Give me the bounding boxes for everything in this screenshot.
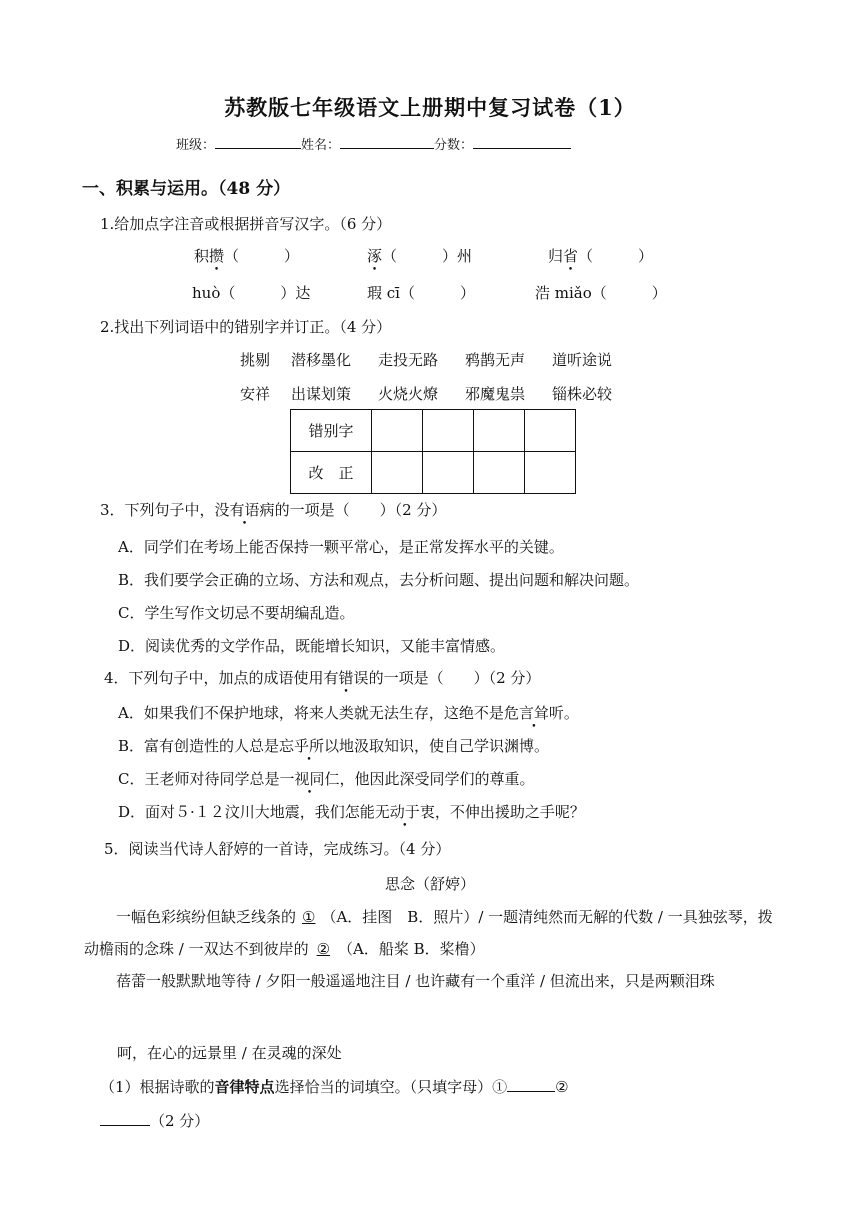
answer-cell[interactable] [525, 410, 576, 452]
blank-1[interactable]: ① [302, 908, 316, 926]
q4-stem: 4．下列句子中，加点的成语使用有错误的一项是（ ）（2 分） [104, 669, 541, 687]
q2-word: 走投无路 [378, 351, 439, 369]
answer-blank-2[interactable] [100, 1111, 150, 1126]
q1-item-5: 瑕 cī（ ） [367, 284, 475, 302]
q3-option-b: B．我们要学会正确的立场、方法和观点，去分析问题、提出问题和解决问题。 [118, 571, 640, 589]
q2-word: 火烧火燎 [378, 385, 439, 403]
answer-cell[interactable] [474, 410, 525, 452]
student-info [176, 134, 571, 153]
q4-option-c: C．王老师对待同学总是一视同仁，他因此深受同学们的尊重。 [118, 770, 535, 788]
q3-stem: 3．下列句子中，没有语病的一项是（ ）（2 分） [100, 501, 447, 519]
q2-word: 道听途说 [552, 351, 613, 369]
q3-option-a: A．同学们在考场上能否保持一颗平常心，是正常发挥水平的关键。 [118, 538, 564, 556]
table-row [291, 410, 576, 452]
answer-cell[interactable] [474, 452, 525, 494]
q4-option-a: A．如果我们不保护地球，将来人类就无法生存，这绝不是危言耸听。 [118, 704, 579, 722]
page-title: 苏教版七年级语文上册期中复习试卷（1） [224, 95, 636, 120]
answer-cell[interactable] [525, 452, 576, 494]
q2-stem: 2.找出下列词语中的错别字并订正。（4 分） [100, 318, 392, 336]
poem-paragraph-1: 一幅色彩缤纷但缺乏线条的 ① （A．挂图 B．照片）/ 一题清纯然而无解的代数 / 一具独弦琴，拨动檐雨的念珠 / 一双达不到彼岸的 ② （A．船桨 B．桨橹） [84, 908, 773, 958]
q1-item-6: 浩 miǎo（ ） [535, 284, 667, 302]
q1-item-4: huò（ ）达 [192, 284, 311, 302]
q2-word: 潜移墨化 [291, 351, 352, 369]
q4-option-b: B．富有创造性的人总是忘乎所以地汲取知识，使自己学识渊博。 [118, 737, 550, 755]
q1-item-3: 归省（ ） [548, 247, 654, 265]
q2-word: 鸦鹊无声 [465, 351, 526, 369]
q5-stem: 5．阅读当代诗人舒婷的一首诗，完成练习。（4 分） [104, 840, 451, 858]
q1-item-1: 积攒（ ） [194, 247, 300, 265]
q2-word: 邪魔鬼祟 [465, 385, 526, 403]
table-row [291, 452, 576, 494]
q1-item-2: 涿（ ）州 [367, 247, 473, 265]
poem-paragraph-3: 呵，在心的远景里 / 在灵魂的深处 [117, 1044, 342, 1062]
class-blank[interactable] [215, 134, 301, 149]
answer-cell[interactable] [372, 452, 423, 494]
table-label-wrong: 错别字 [291, 410, 372, 452]
section-heading: 一、积累与运用。（48 分） [82, 179, 291, 199]
score-blank[interactable] [473, 134, 571, 149]
poem-paragraph-2: 蓓蕾一般默默地等待 / 夕阳一般遥遥地注目 / 也许藏有一个重洋 / 但流出来，只是两颗泪珠 [116, 972, 715, 990]
table-label-correct: 改 正 [291, 452, 372, 494]
q2-word: 挑剔 [240, 351, 271, 369]
answer-cell[interactable] [423, 452, 474, 494]
q5-sub1-cont: （2 分） [100, 1110, 209, 1131]
blank-2[interactable]: ② [316, 940, 331, 958]
name-blank[interactable] [340, 134, 434, 149]
q5-sub1: （1）根据诗歌的音律特点选择恰当的词填空。（只填字母）① ② [100, 1078, 569, 1096]
q1-stem: 1.给加点字注音或根据拼音写汉字。（6 分） [100, 215, 392, 233]
q4-option-d: D．面对５·１２汶川大地震，我们怎能无动于衷，不伸出援助之手呢？ [118, 803, 585, 821]
q3-option-c: C．学生写作文切忌不要胡编乱造。 [118, 604, 355, 622]
answer-blank-1[interactable] [507, 1077, 555, 1092]
score-label: 分数： [434, 138, 474, 153]
poem-title: 思念（舒婷） [384, 875, 475, 893]
q3-option-d: D．阅读优秀的文学作品，既能增长知识，又能丰富情感。 [118, 637, 506, 655]
class-label: 班级： [176, 138, 216, 153]
q2-word: 锱株必较 [552, 385, 613, 403]
q2-word: 安祥 [240, 385, 271, 403]
name-label: 姓名： [301, 138, 341, 153]
correction-table [290, 409, 576, 494]
answer-cell[interactable] [372, 410, 423, 452]
answer-cell[interactable] [423, 410, 474, 452]
q2-word: 出谋划策 [291, 385, 352, 403]
